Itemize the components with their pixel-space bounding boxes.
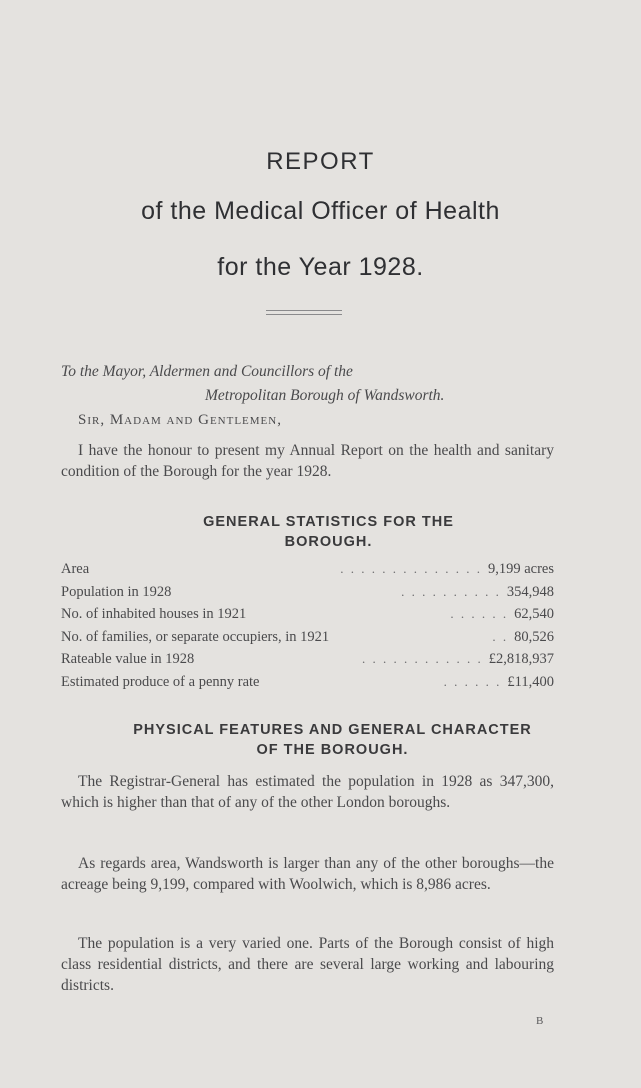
- physical-features-heading-line-2: OF THE BOROUGH.: [256, 742, 409, 758]
- title-divider-top: [266, 310, 342, 311]
- population-paragraph: The Registrar-General has estimated the population in 1928 as 347,300, which is higher than that of any of the other London boroughs.: [61, 773, 554, 811]
- stat-label: Rateable value in 1928: [61, 651, 198, 668]
- dot-leader: . .: [492, 628, 509, 644]
- stat-value: 80,526: [514, 628, 554, 645]
- dot-leader: . . . . . . . . . . . .: [362, 651, 483, 667]
- dot-leader: . . . . . . . . . .: [401, 583, 501, 599]
- character-paragraph: The population is a very varied one. Parts of the Borough consist of high class residential districts, and there are several large working and labouring districts.: [61, 935, 554, 994]
- title-divider-bottom: [266, 314, 342, 315]
- stat-row-area: [61, 561, 554, 584]
- general-statistics-heading: [0, 512, 641, 552]
- area-paragraph: As regards area, Wandsworth is larger than any of the other boroughs—the acreage being 9,199, compared with Woolwich, which is 8,986 acres.: [61, 855, 554, 893]
- report-title: REPORT: [266, 148, 375, 175]
- physical-features-heading-line-1: PHYSICAL FEATURES AND GENERAL CHARACTER: [133, 722, 532, 738]
- physical-features-heading: [0, 720, 641, 760]
- stat-label: No. of families, or separate occupiers, in 1921: [61, 629, 333, 646]
- stat-label: Area: [61, 561, 93, 578]
- address-line-2: Metropolitan Borough of Wandsworth.: [205, 387, 445, 404]
- stat-value: 62,540: [514, 606, 554, 623]
- stat-row-population: [61, 584, 554, 607]
- address-line-1: To the Mayor, Aldermen and Councillors of the: [61, 363, 353, 380]
- report-subtitle: of the Medical Officer of Health: [141, 197, 500, 225]
- stat-value: £11,400: [507, 673, 554, 690]
- intro-paragraph: I have the honour to present my Annual Report on the health and sanitary condition of the Borough for the year 1928.: [61, 442, 554, 480]
- signature-mark: B: [536, 1015, 544, 1027]
- stat-row-penny-rate: [61, 674, 554, 697]
- report-year-line: for the Year 1928.: [217, 253, 424, 281]
- stat-value: £2,818,937: [488, 651, 554, 668]
- salutation: Sir, Madam and Gentlemen,: [78, 412, 282, 428]
- general-statistics-heading-line-2: BOROUGH.: [284, 534, 373, 550]
- stat-value: 9,199 acres: [487, 561, 554, 577]
- dot-leader: . . . . . .: [443, 673, 502, 689]
- stat-row-rateable-value: [61, 651, 554, 674]
- stat-row-families: [61, 629, 554, 652]
- stat-value: 354,948: [506, 583, 554, 600]
- general-statistics-heading-line-1: GENERAL STATISTICS FOR THE: [203, 514, 454, 530]
- stat-label: Population in 1928: [61, 584, 175, 601]
- general-statistics-table: [61, 561, 554, 697]
- stat-label: Estimated produce of a penny rate: [61, 674, 264, 691]
- stat-row-inhabited-houses: [61, 606, 554, 629]
- dot-leader: . . . . . .: [450, 606, 509, 622]
- stat-label: No. of inhabited houses in 1921: [61, 606, 250, 623]
- dot-leader: . . . . . . . . . . . . . .: [340, 561, 482, 576]
